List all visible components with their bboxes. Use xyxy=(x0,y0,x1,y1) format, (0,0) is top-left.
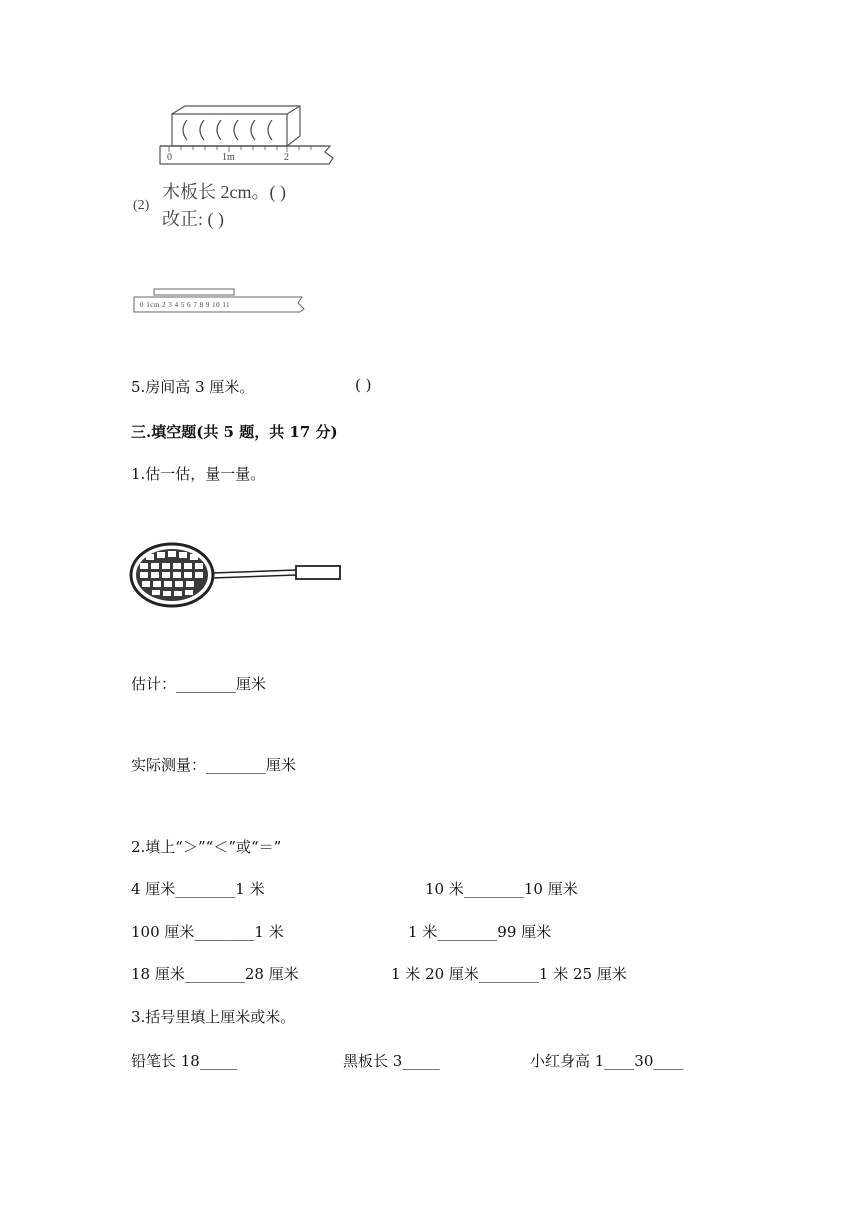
ruler-label-2: 2 xyxy=(284,152,289,163)
s3-question-3-title: 3.括号里填上厘米或米。 xyxy=(131,1008,296,1026)
board-ruler-drawing xyxy=(155,100,355,180)
tick-label: 3 xyxy=(168,301,173,309)
unit-fill-item: 黑板长 3_____ xyxy=(343,1052,440,1070)
compare-item: 4 厘米________1 米 xyxy=(131,880,265,898)
small-ruler-ticks xyxy=(140,301,230,309)
compare-item: 100 厘米________1 米 xyxy=(131,923,284,941)
tick-label: 5 xyxy=(180,301,185,309)
tick-label: 11 xyxy=(222,301,231,309)
tick-label: 4 xyxy=(174,301,179,309)
ruler-label-1m: 1m xyxy=(222,152,235,163)
tick-label: 9 xyxy=(205,301,210,309)
unit-fill-item: 铅笔长 18_____ xyxy=(131,1052,238,1070)
question-5-text: 5.房间高 3 厘米。 xyxy=(131,378,255,396)
compare-item: 1 米 20 厘米________1 米 25 厘米 xyxy=(391,965,627,983)
racket-drawing xyxy=(128,538,348,613)
ruler-label-0: 0 xyxy=(167,152,172,163)
board-statement: 木板长 2cm。( ) xyxy=(162,182,286,202)
badminton-racket-figure xyxy=(128,538,348,613)
compare-item: 18 厘米________28 厘米 xyxy=(131,965,299,983)
section-3-title: 三.填空题(共 5 题，共 17 分) xyxy=(131,423,338,441)
compare-item: 1 米________99 厘米 xyxy=(408,923,552,941)
board-correction: 改正: ( ) xyxy=(162,209,224,229)
s3-question-1-title: 1.估一估，量一量。 xyxy=(131,465,266,483)
board-ruler-figure xyxy=(155,100,355,180)
estimate-line: 估计：________厘米 xyxy=(131,675,267,693)
s3-question-2-title: 2.填上“＞”“＜”或“＝” xyxy=(131,838,282,856)
tick-label: 10 xyxy=(212,301,221,309)
sub-question-index: (2) xyxy=(133,198,150,213)
unit-fill-item: 小红身高 1____30____ xyxy=(530,1052,684,1070)
question-5-answer-paren: ( ) xyxy=(355,376,372,394)
tick-label: 0 xyxy=(140,301,144,309)
tick-label: 1cm xyxy=(146,301,160,309)
tick-label: 6 xyxy=(187,301,192,309)
small-ruler-figure xyxy=(132,287,307,315)
actual-measure-line: 实际测量：________厘米 xyxy=(131,756,297,774)
tick-label: 7 xyxy=(193,301,198,309)
compare-item: 10 米________10 厘米 xyxy=(425,880,578,898)
tick-label: 2 xyxy=(162,301,167,309)
tick-label: 8 xyxy=(199,301,204,309)
